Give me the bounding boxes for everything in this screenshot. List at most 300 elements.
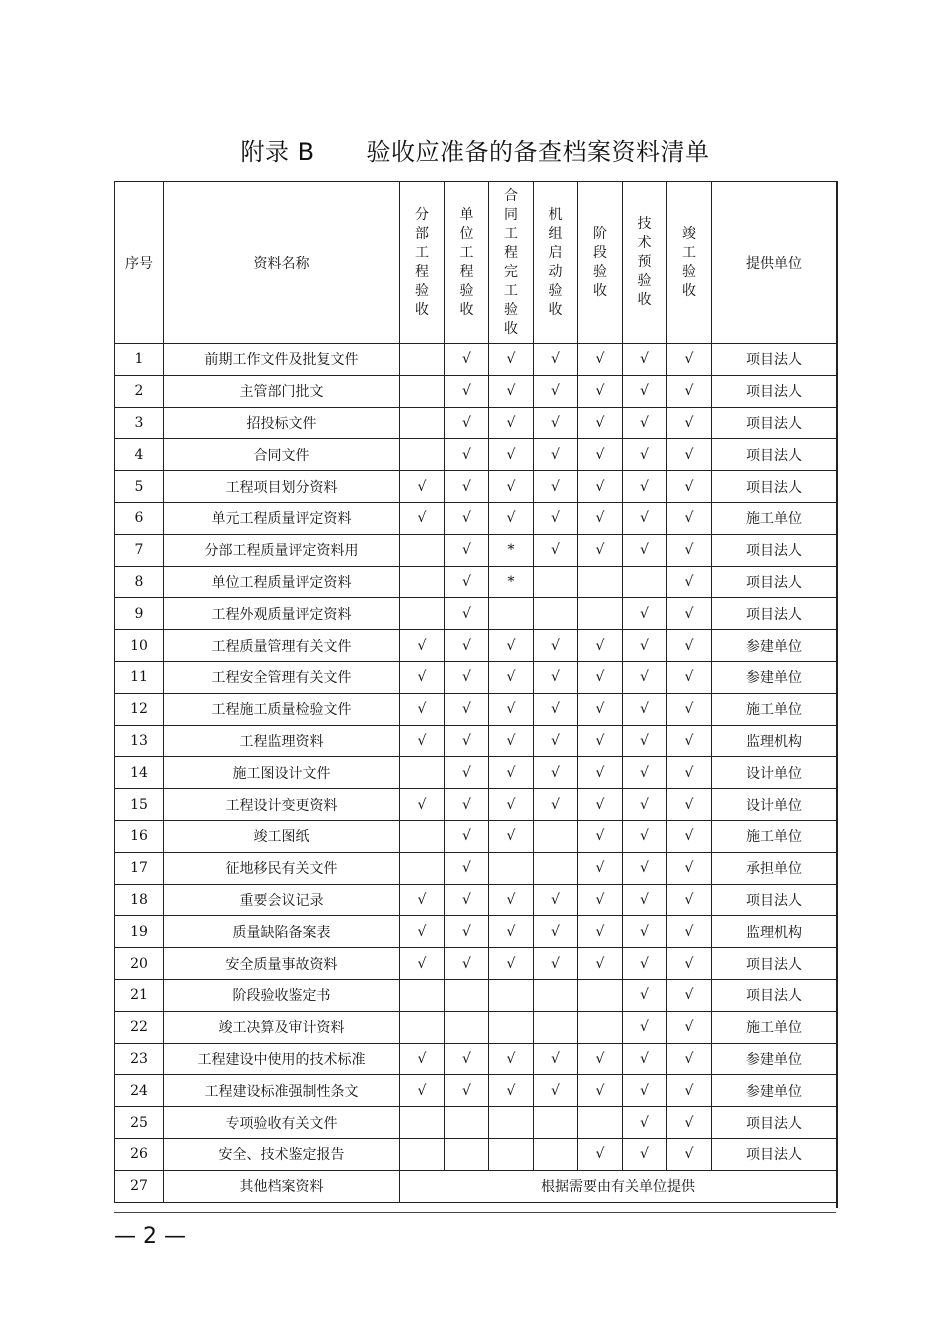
document-name: 工程质量管理有关文件 (164, 630, 400, 662)
required-mark: √ (489, 948, 534, 980)
required-mark: √ (400, 502, 445, 534)
required-mark (534, 1011, 578, 1043)
required-mark: √ (667, 1011, 712, 1043)
row-number: 11 (115, 661, 164, 693)
required-mark: √ (400, 471, 445, 503)
required-mark (489, 1107, 534, 1139)
required-mark: √ (623, 884, 667, 916)
provider-unit: 参建单位 (712, 1075, 837, 1107)
required-mark: √ (534, 630, 578, 662)
document-name: 重要会议记录 (164, 884, 400, 916)
required-mark: √ (623, 344, 667, 376)
required-mark: √ (534, 757, 578, 789)
required-mark (445, 1107, 489, 1139)
required-mark: √ (667, 534, 712, 566)
document-name: 工程监理资料 (164, 725, 400, 757)
required-mark: √ (534, 884, 578, 916)
required-mark (400, 598, 445, 630)
provider-unit: 项目法人 (712, 566, 837, 598)
required-mark: √ (667, 1043, 712, 1075)
required-mark: √ (623, 534, 667, 566)
required-mark: √ (400, 661, 445, 693)
required-mark: √ (667, 725, 712, 757)
required-mark (400, 757, 445, 789)
required-mark: √ (623, 1043, 667, 1075)
required-mark: √ (400, 916, 445, 948)
required-mark: √ (623, 661, 667, 693)
required-mark: √ (623, 630, 667, 662)
required-mark: √ (623, 916, 667, 948)
document-name: 单元工程质量评定资料 (164, 502, 400, 534)
required-mark: √ (445, 566, 489, 598)
required-mark (578, 1107, 623, 1139)
required-mark: √ (578, 630, 623, 662)
required-mark: √ (445, 820, 489, 852)
provider-unit: 参建单位 (712, 630, 837, 662)
required-mark (489, 979, 534, 1011)
row-number: 13 (115, 725, 164, 757)
document-name: 工程施工质量检验文件 (164, 693, 400, 725)
provider-unit: 项目法人 (712, 598, 837, 630)
row-number: 10 (115, 630, 164, 662)
required-mark (578, 1011, 623, 1043)
row-number: 22 (115, 1011, 164, 1043)
row-number: 3 (115, 407, 164, 439)
required-mark: √ (445, 661, 489, 693)
table-bottom-rule (114, 1212, 836, 1213)
header-stage-3-label: 合同工程完工验收 (504, 187, 518, 337)
required-mark: √ (534, 725, 578, 757)
required-mark: √ (623, 725, 667, 757)
provider-unit: 施工单位 (712, 820, 837, 852)
required-mark: √ (623, 598, 667, 630)
required-mark: √ (623, 820, 667, 852)
required-mark: √ (489, 1075, 534, 1107)
document-name: 施工图设计文件 (164, 757, 400, 789)
required-mark: √ (623, 439, 667, 471)
provider-unit: 项目法人 (712, 344, 837, 376)
header-stage-1 (400, 182, 445, 344)
required-mark: √ (667, 979, 712, 1011)
row-number: 23 (115, 1043, 164, 1075)
document-name: 安全、技术鉴定报告 (164, 1138, 400, 1170)
required-mark: √ (445, 534, 489, 566)
required-mark (489, 598, 534, 630)
row-number: 17 (115, 852, 164, 884)
provider-unit: 项目法人 (712, 1107, 837, 1139)
required-mark (534, 820, 578, 852)
table-row (115, 948, 837, 980)
required-mark: √ (445, 916, 489, 948)
required-mark: √ (445, 789, 489, 821)
table-row (115, 693, 837, 725)
required-mark (578, 979, 623, 1011)
document-name: 其他档案资料 (164, 1170, 400, 1202)
required-mark: √ (489, 630, 534, 662)
header-stage-5 (578, 182, 623, 344)
provider-unit: 设计单位 (712, 789, 837, 821)
required-mark: √ (667, 916, 712, 948)
table-row (115, 598, 837, 630)
document-name: 单位工程质量评定资料 (164, 566, 400, 598)
table-row (115, 502, 837, 534)
document-name: 主管部门批文 (164, 375, 400, 407)
required-mark: √ (445, 502, 489, 534)
table-header-row (115, 182, 837, 344)
row-number: 19 (115, 916, 164, 948)
row-number: 8 (115, 566, 164, 598)
required-mark: √ (623, 1011, 667, 1043)
required-mark: √ (445, 693, 489, 725)
required-mark: √ (489, 344, 534, 376)
table-row (115, 471, 837, 503)
required-mark: √ (578, 725, 623, 757)
header-stage-5-label: 阶段验收 (593, 225, 607, 299)
table-row (115, 725, 837, 757)
required-mark: √ (623, 789, 667, 821)
required-mark: √ (489, 502, 534, 534)
required-mark: √ (578, 344, 623, 376)
required-mark: √ (578, 852, 623, 884)
required-mark: √ (534, 439, 578, 471)
required-mark: √ (667, 1107, 712, 1139)
document-name: 招投标文件 (164, 407, 400, 439)
header-provider: 提供单位 (712, 182, 837, 344)
required-mark (578, 598, 623, 630)
required-mark: √ (667, 820, 712, 852)
required-mark (400, 1011, 445, 1043)
required-mark: √ (489, 820, 534, 852)
required-mark (400, 344, 445, 376)
required-mark: √ (667, 757, 712, 789)
provider-unit: 项目法人 (712, 979, 837, 1011)
required-mark: √ (578, 789, 623, 821)
row-number: 21 (115, 979, 164, 1011)
header-stage-2 (445, 182, 489, 344)
table-row (115, 1011, 837, 1043)
provider-unit: 参建单位 (712, 661, 837, 693)
provider-unit: 设计单位 (712, 757, 837, 789)
table-row (115, 407, 837, 439)
required-mark: √ (445, 1043, 489, 1075)
table-row (115, 1170, 837, 1202)
required-mark: √ (578, 661, 623, 693)
required-mark: √ (667, 884, 712, 916)
required-mark: √ (400, 1075, 445, 1107)
table-row (115, 884, 837, 916)
required-mark: √ (534, 471, 578, 503)
required-mark: √ (534, 789, 578, 821)
required-mark: √ (623, 1075, 667, 1107)
page-title (0, 132, 950, 167)
document-name: 竣工决算及审计资料 (164, 1011, 400, 1043)
required-mark: √ (445, 948, 489, 980)
table-row (115, 789, 837, 821)
provider-unit: 项目法人 (712, 471, 837, 503)
document-name: 工程外观质量评定资料 (164, 598, 400, 630)
required-mark: √ (489, 693, 534, 725)
required-mark (400, 439, 445, 471)
provider-unit: 施工单位 (712, 502, 837, 534)
row-number: 9 (115, 598, 164, 630)
required-mark: √ (578, 534, 623, 566)
document-name: 工程安全管理有关文件 (164, 661, 400, 693)
provider-unit: 项目法人 (712, 534, 837, 566)
required-mark: √ (667, 661, 712, 693)
table-row (115, 757, 837, 789)
required-mark: √ (534, 375, 578, 407)
row-number: 2 (115, 375, 164, 407)
required-mark: √ (578, 1138, 623, 1170)
required-mark: √ (623, 502, 667, 534)
header-stage-4-label: 机组启动验收 (548, 206, 563, 318)
document-name: 工程建设标准强制性条文 (164, 1075, 400, 1107)
required-mark: √ (578, 375, 623, 407)
table-row (115, 661, 837, 693)
required-mark: √ (489, 439, 534, 471)
required-mark: √ (445, 344, 489, 376)
required-mark: √ (489, 407, 534, 439)
required-mark: √ (445, 439, 489, 471)
required-mark: √ (400, 884, 445, 916)
provider-unit: 监理机构 (712, 916, 837, 948)
provider-unit: 项目法人 (712, 948, 837, 980)
required-mark (400, 852, 445, 884)
table-right-border (836, 181, 838, 1208)
required-mark (400, 979, 445, 1011)
provider-unit: 项目法人 (712, 884, 837, 916)
required-mark: √ (400, 789, 445, 821)
required-mark (400, 566, 445, 598)
required-mark: * (489, 534, 534, 566)
required-mark (400, 534, 445, 566)
provider-unit: 项目法人 (712, 1138, 837, 1170)
required-mark: √ (578, 820, 623, 852)
table-row (115, 439, 837, 471)
required-mark: √ (534, 1043, 578, 1075)
document-name: 安全质量事故资料 (164, 948, 400, 980)
table-row (115, 1138, 837, 1170)
required-mark: √ (534, 693, 578, 725)
required-mark: √ (578, 407, 623, 439)
table-row (115, 566, 837, 598)
required-mark: √ (578, 948, 623, 980)
required-mark: √ (445, 852, 489, 884)
document-name: 征地移民有关文件 (164, 852, 400, 884)
required-mark (400, 1107, 445, 1139)
required-mark: √ (489, 375, 534, 407)
header-name: 资料名称 (164, 182, 400, 344)
document-name: 前期工作文件及批复文件 (164, 344, 400, 376)
required-mark: √ (667, 852, 712, 884)
required-mark (489, 1138, 534, 1170)
required-mark: √ (667, 471, 712, 503)
required-mark: √ (578, 757, 623, 789)
row-number: 15 (115, 789, 164, 821)
required-mark (489, 1011, 534, 1043)
row-number: 26 (115, 1138, 164, 1170)
required-mark: √ (534, 948, 578, 980)
table-row (115, 916, 837, 948)
required-mark: √ (445, 757, 489, 789)
required-mark: √ (623, 471, 667, 503)
document-name: 工程项目划分资料 (164, 471, 400, 503)
table-row (115, 1075, 837, 1107)
required-mark: √ (578, 884, 623, 916)
table-row (115, 979, 837, 1011)
required-mark: √ (489, 661, 534, 693)
table-row (115, 534, 837, 566)
required-mark: √ (623, 852, 667, 884)
provider-unit: 项目法人 (712, 407, 837, 439)
required-mark: √ (667, 407, 712, 439)
row-number: 24 (115, 1075, 164, 1107)
required-mark: √ (578, 1043, 623, 1075)
required-mark (578, 566, 623, 598)
document-name: 专项验收有关文件 (164, 1107, 400, 1139)
required-mark: √ (578, 1075, 623, 1107)
header-stage-7-label: 竣工验收 (682, 225, 696, 299)
required-mark (534, 566, 578, 598)
document-name: 竣工图纸 (164, 820, 400, 852)
required-mark: √ (534, 1075, 578, 1107)
row-number: 6 (115, 502, 164, 534)
required-mark: √ (667, 375, 712, 407)
provider-unit: 项目法人 (712, 375, 837, 407)
required-mark: √ (534, 534, 578, 566)
required-mark: √ (667, 948, 712, 980)
required-mark: √ (667, 344, 712, 376)
required-mark: √ (667, 439, 712, 471)
required-mark: √ (489, 471, 534, 503)
appendix-label: 附录 B (240, 138, 315, 166)
archive-checklist-table (114, 181, 837, 1203)
required-mark: √ (489, 725, 534, 757)
required-mark: √ (623, 693, 667, 725)
required-mark: √ (400, 1043, 445, 1075)
required-mark: √ (445, 375, 489, 407)
provider-unit: 监理机构 (712, 725, 837, 757)
required-mark: √ (667, 598, 712, 630)
required-mark (534, 598, 578, 630)
required-mark (445, 1011, 489, 1043)
required-mark: √ (623, 948, 667, 980)
header-stage-3 (489, 182, 534, 344)
required-mark: √ (534, 502, 578, 534)
row-number: 20 (115, 948, 164, 980)
table-row (115, 1043, 837, 1075)
required-mark: √ (445, 407, 489, 439)
required-mark: √ (400, 630, 445, 662)
provider-unit: 参建单位 (712, 1043, 837, 1075)
document-name: 工程设计变更资料 (164, 789, 400, 821)
required-mark (400, 375, 445, 407)
required-mark: √ (400, 948, 445, 980)
required-mark: √ (489, 789, 534, 821)
required-mark: √ (667, 789, 712, 821)
required-mark: √ (623, 375, 667, 407)
header-stage-7 (667, 182, 712, 344)
required-mark: √ (578, 693, 623, 725)
required-mark: √ (445, 725, 489, 757)
required-mark: √ (445, 598, 489, 630)
required-mark: √ (578, 916, 623, 948)
required-mark (445, 1138, 489, 1170)
required-mark (623, 566, 667, 598)
required-mark: √ (445, 884, 489, 916)
required-mark: √ (534, 661, 578, 693)
table-row (115, 375, 837, 407)
table-row (115, 344, 837, 376)
required-mark: √ (578, 439, 623, 471)
header-stage-2-label: 单位工程验收 (459, 206, 474, 318)
row-number: 14 (115, 757, 164, 789)
document-name: 阶段验收鉴定书 (164, 979, 400, 1011)
required-mark: √ (667, 693, 712, 725)
required-mark: √ (489, 757, 534, 789)
appendix-title: 验收应准备的备查档案资料清单 (366, 138, 710, 166)
table-row (115, 630, 837, 662)
document-name: 工程建设中使用的技术标准 (164, 1043, 400, 1075)
required-mark: √ (578, 502, 623, 534)
required-mark: √ (489, 916, 534, 948)
required-mark: √ (534, 916, 578, 948)
required-mark (400, 407, 445, 439)
row-number: 25 (115, 1107, 164, 1139)
page-number: — 2 — (114, 1224, 186, 1249)
merged-note: 根据需要由有关单位提供 (400, 1170, 837, 1202)
required-mark: √ (445, 471, 489, 503)
required-mark: √ (578, 471, 623, 503)
required-mark (400, 1138, 445, 1170)
row-number: 5 (115, 471, 164, 503)
provider-unit: 施工单位 (712, 1011, 837, 1043)
row-number: 1 (115, 344, 164, 376)
required-mark (534, 1107, 578, 1139)
required-mark: * (489, 566, 534, 598)
document-name: 质量缺陷备案表 (164, 916, 400, 948)
row-number: 7 (115, 534, 164, 566)
required-mark: √ (400, 693, 445, 725)
required-mark: √ (667, 502, 712, 534)
required-mark: √ (623, 407, 667, 439)
required-mark: √ (667, 566, 712, 598)
required-mark: √ (623, 979, 667, 1011)
required-mark (534, 979, 578, 1011)
required-mark: √ (667, 1075, 712, 1107)
row-number: 27 (115, 1170, 164, 1202)
required-mark: √ (623, 757, 667, 789)
required-mark: √ (534, 344, 578, 376)
required-mark: √ (667, 1138, 712, 1170)
required-mark: √ (489, 1043, 534, 1075)
required-mark: √ (445, 1075, 489, 1107)
header-stage-1-label: 分部工程验收 (415, 206, 429, 318)
required-mark: √ (667, 630, 712, 662)
required-mark (489, 852, 534, 884)
header-stage-6-label: 技术预验收 (637, 216, 652, 308)
provider-unit: 承担单位 (712, 852, 837, 884)
required-mark (534, 852, 578, 884)
row-number: 18 (115, 884, 164, 916)
required-mark: √ (534, 407, 578, 439)
header-stage-4 (534, 182, 578, 344)
header-stage-6 (623, 182, 667, 344)
header-seq: 序号 (115, 182, 164, 344)
required-mark (534, 1138, 578, 1170)
table-row (115, 820, 837, 852)
required-mark: √ (489, 884, 534, 916)
